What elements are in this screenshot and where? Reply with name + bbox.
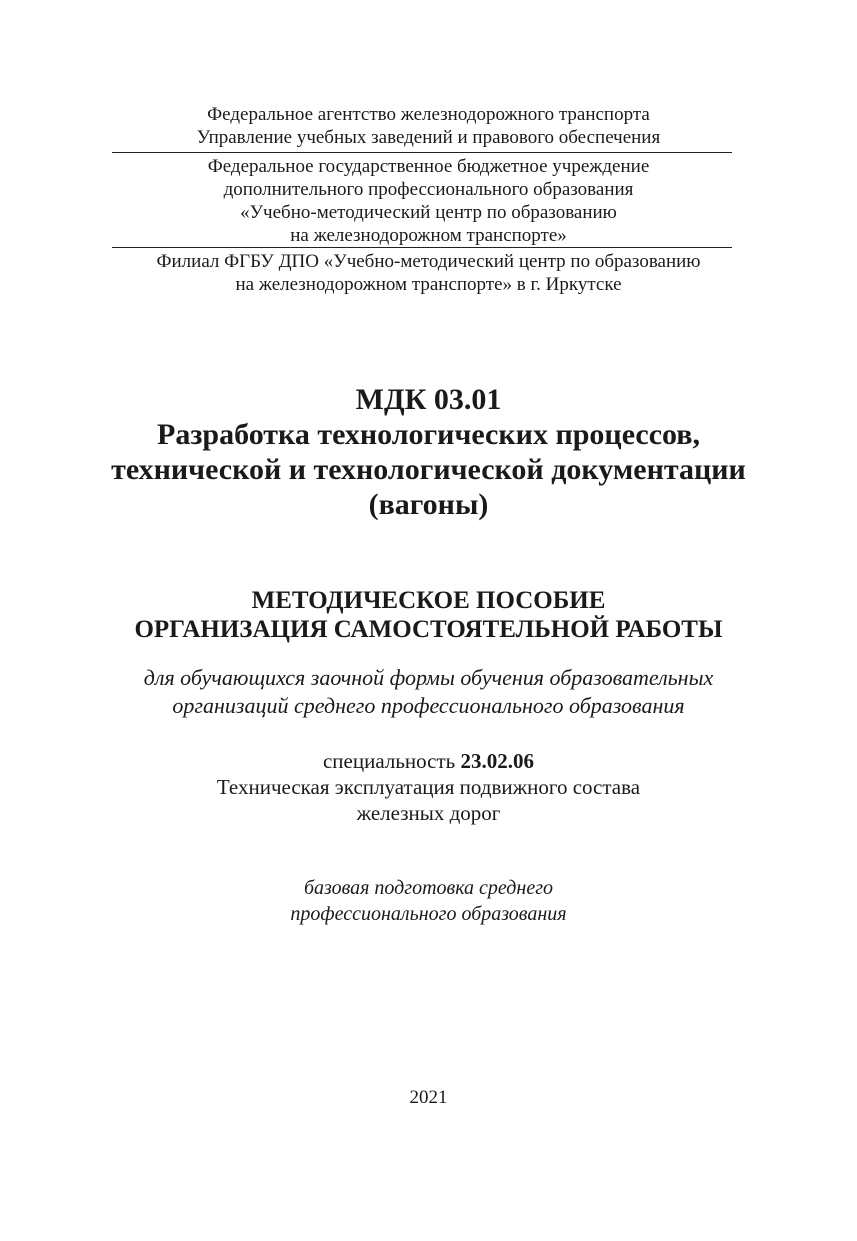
audience-line: для обучающихся заочной формы обучения образовательных (143, 665, 714, 690)
institution-line: на железнодорожном транспорте» (290, 225, 567, 246)
audience-description (0, 664, 857, 720)
level-line: базовая подготовка среднего (303, 877, 554, 899)
branch-line: Филиал ФГБУ ДПО «Учебно-методический центр по образованию (156, 251, 701, 272)
agency-name: Федеральное агентство железнодорожного транспорта (207, 104, 650, 125)
institution-line: «Учебно-методический центр по образованию (240, 202, 617, 223)
specialty-label: специальность (322, 749, 456, 773)
title-line: технической и технологической документации (111, 453, 746, 486)
manual-line: МЕТОДИЧЕСКОЕ ПОСОБИЕ (251, 587, 606, 614)
publication-year: 2021 (409, 1087, 448, 1108)
level-line: профессионального образования (290, 903, 567, 925)
title-line: (вагоны) (368, 488, 489, 521)
department-name: Управление учебных заведений и правового обеспечения (196, 127, 661, 148)
manual-line: ОРГАНИЗАЦИЯ САМОСТОЯТЕЛЬНОЙ РАБОТЫ (134, 616, 723, 643)
specialty-name-line: Техническая эксплуатация подвижного состава (216, 775, 641, 799)
agency-header (0, 103, 857, 149)
branch-line: на железнодорожном транспорте» в г. Иркутске (235, 274, 622, 295)
header-divider-top (112, 152, 732, 153)
education-level (0, 875, 857, 927)
course-code: МДК 03.01 (355, 383, 502, 416)
specialty-name-line: железных дорог (356, 801, 501, 825)
manual-type (0, 586, 857, 644)
institution-header (0, 155, 857, 247)
title-line: Разработка технологических процессов, (157, 418, 700, 451)
header-divider-bottom (112, 247, 732, 248)
institution-line: дополнительного профессионального образования (223, 179, 634, 200)
document-title (0, 382, 857, 522)
branch-header (0, 250, 857, 296)
institution-line: Федеральное государственное бюджетное учреждение (207, 156, 650, 177)
specialty-code: 23.02.06 (460, 749, 534, 773)
specialty-info (0, 748, 857, 826)
audience-line: организаций среднего профессионального образования (172, 693, 685, 718)
specialty-code-line (0, 748, 857, 774)
